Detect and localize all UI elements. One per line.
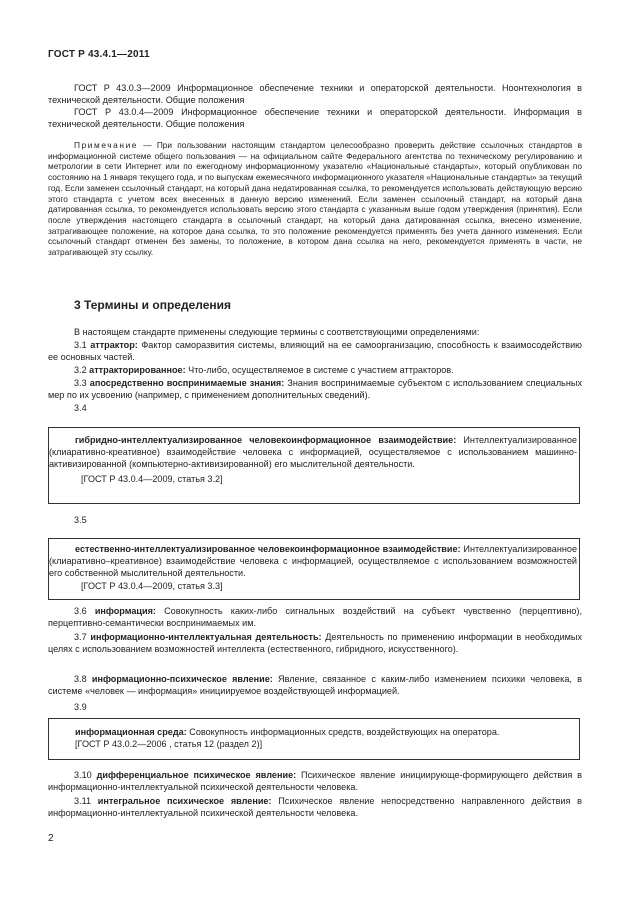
- term-name: информация:: [94, 606, 156, 616]
- term-name: гибридно-интеллектуализированное человекоинформационное взаимодействие:: [75, 435, 457, 445]
- term-entry: 3.3 апосредственно воспринимаемые знания: Знания воспринимаемые субъектом с использованием специальных мер по их усвоению (например, с применением дополнительных сведений).: [48, 378, 583, 401]
- term-number: 3.9: [74, 702, 87, 712]
- term-entry: 3.6 информация: Совокупность каких-либо сигнальных воздействий на субъект чувственно (перцептивно), перцептивно-семантически воспринимаемых им.: [48, 606, 582, 629]
- term-entry: информационная среда: Совокупность информационных средств, воздействующих на оператора.: [75, 727, 500, 737]
- term-source: [ГОСТ Р 43.0.4—2009, статья 3.3]: [81, 580, 223, 591]
- term-number: 3.4: [74, 403, 87, 413]
- quoted-term-box: [48, 427, 580, 504]
- section-title: 3 Термины и определения: [74, 298, 232, 312]
- term-name: информационно-психическое явление:: [91, 674, 273, 684]
- document-header: ГОСТ Р 43.4.1—2011: [48, 49, 150, 60]
- term-name: интегральное психическое явление:: [97, 796, 272, 806]
- term-entry: гибридно-интеллектуализированное человекоинформационное взаимодействие: Интеллектуализированное (клиаративно-креативное) взаимодействие человека с информацией, осуществляемое с использованием машинно-активизированной (компьютерно-активизированной) его мыслительной деятельности.: [49, 435, 577, 470]
- note-paragraph: [48, 140, 582, 258]
- quoted-term-box: [48, 538, 580, 600]
- term-entry: 3.7 информационно-интеллектуальная деятельность: Деятельность по применению информации в необходимых целях с использованием возможностей интеллекта (естественного, гибридного, искусственного).: [48, 632, 582, 655]
- term-entry: 3.2 аттракторированное: Что-либо, осуществляемое в системе с участием аттракторов.: [74, 365, 454, 375]
- term-name: информационная среда:: [75, 727, 187, 737]
- quoted-term-box: [48, 718, 580, 760]
- term-name: информационно-интеллектуальная деятельность:: [90, 632, 322, 642]
- reference-item: ГОСТ Р 43.0.3—2009 Информационное обеспечение техники и операторской деятельности. Ноонтехнология в технической деятельности. Общие положения: [48, 83, 582, 106]
- note-text: — При пользовании настоящим стандартом целесообразно проверить действие ссылочных стандартов в информационной системе общего пользования — на официальном сайте Федерального агентства по техническому регулированию и метрологии в сети Интернет или по ежегодному информационному указателю «Национальные стандарты», который опубликован по состоянию на 1 января текущего года, и по выпускам ежемесячного информационного указателя «Национальные стандарты» за текущий год. Если заменен ссылочный стандарт, на который дана недатированная ссылка, то рекомендуется использовать действующую версию этого стандарта с учетом всех внесенных в данную версию изменений. Если заменен ссылочный стандарт, на который дана датированная ссылка, то рекомендуется использовать версию этого стандарта с указанным выше годом утверждения (принятия). Если после утверждения настоящего стандарта в ссылочный стандарт, на который дана датированная ссылка, внесено изменение, затрагивающее положение, на которое дана ссылка, то это положение рекомендуется применять без учета данного изменения. Если ссылочный стандарт отменен без замены, то положение, в котором дана ссылка на него, рекомендуется применять в части, не затрагивающей эту ссылку.: [48, 140, 582, 258]
- term-entry: 3.1 аттрактор: Фактор саморазвития системы, влияющий на ее самоорганизацию, способность к взаимосодействию ее основных частей.: [48, 340, 582, 363]
- term-entry: 3.10 дифференциальное психическое явление: Психическое явление инициирующе-формирующего действия в информационно-интеллектуальной психической деятельности человека.: [48, 770, 582, 793]
- page-number: 2: [48, 833, 54, 844]
- term-entry: 3.11 интегральное психическое явление: Психическое явление непосредственно направленного действия в информационно-интеллектуальной психической деятельности человека.: [48, 796, 583, 819]
- term-source: [ГОСТ Р 43.0.2—2006 , статья 12 (раздел 2)]: [75, 739, 263, 750]
- term-entry: 3.8 информационно-психическое явление: Явление, связанное с каким-либо изменением психики человека, в системе «человек — информация» инициируемое воздействующей информацией.: [48, 674, 583, 697]
- term-name: естественно-интеллектуализированное человекоинформационное взаимодействие:: [75, 544, 461, 554]
- term-name: аттракторированное:: [89, 365, 186, 375]
- note-label: Примечание: [74, 140, 139, 150]
- term-name: аттрактор:: [90, 340, 138, 350]
- term-name: дифференциальное психическое явление:: [96, 770, 297, 780]
- term-source: [ГОСТ Р 43.0.4—2009, статья 3.2]: [81, 473, 223, 484]
- term-number: 3.5: [74, 515, 87, 525]
- reference-item: ГОСТ Р 43.0.4—2009 Информационное обеспечение техники и операторской деятельности. Информация в технической деятельности. Общие положения: [48, 107, 582, 130]
- term-entry: естественно-интеллектуализированное человекоинформационное взаимодействие: Интеллектуализированное (клиаративно–креативное) взаимодействие человека с информацией, осуществляемое с использованием возможностей его собственной мыслительной деятельности.: [49, 544, 577, 579]
- term-name: апосредственно воспринимаемые знания:: [89, 378, 285, 388]
- section-intro: В настоящем стандарте применены следующие термины с соответствующими определениями:: [74, 327, 480, 337]
